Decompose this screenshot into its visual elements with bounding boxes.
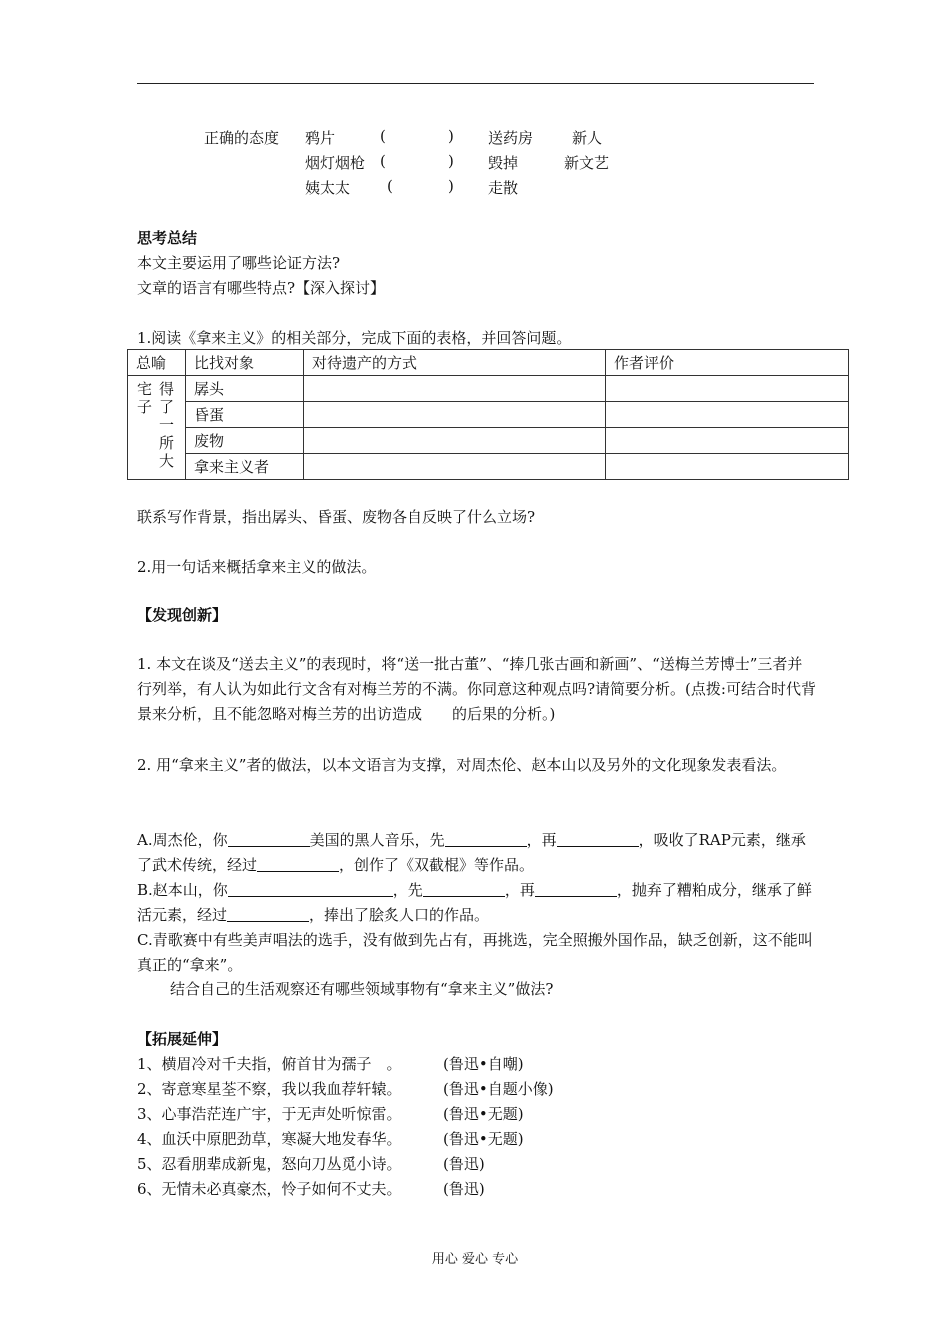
poem-line: 6、无情未必真豪杰，怜子如何不丈夫。 bbox=[137, 1180, 402, 1198]
poem-source: (鲁迅•无题) bbox=[443, 1130, 524, 1148]
attitude-option-a: 走散 bbox=[488, 179, 519, 197]
attitude-label: 正确的态度 bbox=[204, 129, 280, 147]
life-question: 结合自己的生活观察还有哪些领域事物有“拿来主义”做法? bbox=[170, 980, 554, 998]
poem-source: (鲁迅•无题) bbox=[443, 1105, 524, 1123]
fill-blank[interactable] bbox=[228, 830, 310, 847]
attitude-open-paren: ( bbox=[380, 127, 386, 145]
answer-c: C.青歌赛中有些美声唱法的选手，没有做到先占有，再挑选，完全照搬外国作品，缺乏创新，这不能叫真正的“拿来”。 bbox=[137, 931, 813, 974]
thinking-heading: 思考总结 bbox=[137, 229, 198, 247]
table-cell-answer[interactable] bbox=[304, 376, 606, 402]
fill-blank[interactable] bbox=[445, 830, 527, 847]
extend-heading: 【拓展延伸】 bbox=[137, 1030, 228, 1048]
discover-heading: 【发现创新】 bbox=[137, 606, 228, 624]
table-cell-target: 拿来主义者 bbox=[186, 454, 304, 480]
table-cell-answer[interactable] bbox=[606, 402, 849, 428]
poem-line: 4、血沃中原肥劲草，寒凝大地发春华。 bbox=[137, 1130, 402, 1148]
table-cell-answer[interactable] bbox=[304, 454, 606, 480]
thinking-question-language: 文章的语言有哪些特点?【深入探讨】 bbox=[137, 279, 386, 297]
comparison-table bbox=[127, 349, 849, 480]
table-header-cell: 比找对象 bbox=[186, 350, 304, 376]
poem-source: (鲁迅•自题小像) bbox=[443, 1080, 554, 1098]
attitude-item: 姨太太 bbox=[305, 179, 351, 197]
deep-question-1: 1.阅读《拿来主义》的相关部分，完成下面的表格，并回答问题。 bbox=[137, 329, 572, 347]
table-cell-target: 昏蛋 bbox=[186, 402, 304, 428]
fill-blank[interactable] bbox=[535, 880, 617, 897]
table-row bbox=[128, 402, 849, 428]
answer-b-text: ，抛弃了糟粕成分，继承了鲜活元素，经过 bbox=[137, 881, 812, 924]
page-footer: 用心 爱心 专心 bbox=[431, 1252, 519, 1267]
fill-blank[interactable] bbox=[228, 880, 393, 897]
answer-b-prefix: B.赵本山，你 bbox=[137, 881, 228, 899]
thinking-question-methods: 本文主要运用了哪些论证方法? bbox=[137, 254, 341, 272]
metaphor-cell bbox=[128, 376, 186, 480]
answer-a-text: ，吸收了RAP元素，继承了武术传统，经过 bbox=[137, 831, 806, 874]
table-cell-answer[interactable] bbox=[606, 454, 849, 480]
table-cell-answer[interactable] bbox=[606, 376, 849, 402]
attitude-option-b: 新文艺 bbox=[564, 154, 610, 172]
attitude-open-paren: ( bbox=[380, 152, 386, 170]
table-row bbox=[128, 376, 849, 402]
discover-paragraph-1: 1. 本文在谈及“送去主义”的表现时，将“送一批古董”、“捧几张古画和新画”、“送梅兰芳博士”三者并行列举，有人认为如此行文含有对梅兰芳的不满。你同意这种观点吗?请简要分析。(点拨:可结合时代背景来分析，且不能忽略对梅兰芳的出访造成 的后果的分析。) bbox=[137, 655, 816, 723]
attitude-item: 鸦片 bbox=[305, 129, 336, 147]
fill-blank[interactable] bbox=[423, 880, 505, 897]
header-rule bbox=[137, 83, 814, 84]
answer-b-text: ，先 bbox=[392, 881, 423, 899]
attitude-close-paren: ) bbox=[448, 177, 454, 195]
attitude-open-paren: ( bbox=[387, 177, 393, 195]
poem-source: (鲁迅) bbox=[443, 1180, 485, 1198]
poem-line: 3、心事浩茫连广宇，于无声处听惊雷。 bbox=[137, 1105, 402, 1123]
answer-a bbox=[137, 828, 817, 878]
fill-blank[interactable] bbox=[257, 855, 339, 872]
table-header-cell: 作者评价 bbox=[606, 350, 849, 376]
answer-b-text: ，捧出了脍炙人口的作品。 bbox=[309, 906, 490, 924]
poem-line: 2、寄意寒星荃不察，我以我血荐轩辕。 bbox=[137, 1080, 402, 1098]
metaphor-text-col1: 得了一所大 bbox=[159, 380, 175, 470]
poem-line: 5、忍看朋辈成新鬼，怒向刀丛觅小诗。 bbox=[137, 1155, 402, 1173]
attitude-option-a: 送药房 bbox=[488, 129, 534, 147]
answer-b bbox=[137, 878, 817, 928]
attitude-close-paren: ) bbox=[448, 127, 454, 145]
table-row bbox=[128, 454, 849, 480]
answer-a-text: ，创作了《双截棍》等作品。 bbox=[339, 856, 535, 874]
answer-b-text: ，再 bbox=[504, 881, 535, 899]
attitude-option-b: 新人 bbox=[572, 129, 603, 147]
answer-a-text: 美国的黑人音乐，先 bbox=[309, 831, 445, 849]
table-header-cell: 总喻 bbox=[128, 350, 186, 376]
poem-source: (鲁迅) bbox=[443, 1155, 485, 1173]
deep-question-2: 2.用一句话来概括拿来主义的做法。 bbox=[137, 558, 377, 576]
table-cell-answer[interactable] bbox=[304, 428, 606, 454]
attitude-option-a: 毁掉 bbox=[488, 154, 519, 172]
table-row bbox=[128, 428, 849, 454]
table-cell-target: 废物 bbox=[186, 428, 304, 454]
table-cell-answer[interactable] bbox=[304, 402, 606, 428]
fill-blank[interactable] bbox=[227, 905, 309, 922]
table-cell-target: 孱头 bbox=[186, 376, 304, 402]
attitude-close-paren: ) bbox=[448, 152, 454, 170]
poem-source: (鲁迅•自嘲) bbox=[443, 1055, 524, 1073]
answer-a-prefix: A.周杰伦，你 bbox=[137, 831, 228, 849]
attitude-item: 烟灯烟枪 bbox=[305, 154, 366, 172]
table-header-cell: 对待遗产的方式 bbox=[304, 350, 606, 376]
metaphor-text-col2: 宅子 bbox=[137, 380, 153, 416]
table-header-row bbox=[128, 350, 849, 376]
fill-blank[interactable] bbox=[557, 830, 639, 847]
background-question: 联系写作背景，指出孱头、昏蛋、废物各自反映了什么立场? bbox=[137, 508, 536, 526]
table-cell-answer[interactable] bbox=[606, 428, 849, 454]
poem-line: 1、横眉冷对千夫指，俯首甘为孺子 。 bbox=[137, 1055, 402, 1073]
answer-a-text: ，再 bbox=[526, 831, 557, 849]
discover-paragraph-2: 2. 用“拿来主义”者的做法，以本文语言为支撑，对周杰伦、赵本山以及另外的文化现象发表看法。 bbox=[137, 756, 787, 774]
